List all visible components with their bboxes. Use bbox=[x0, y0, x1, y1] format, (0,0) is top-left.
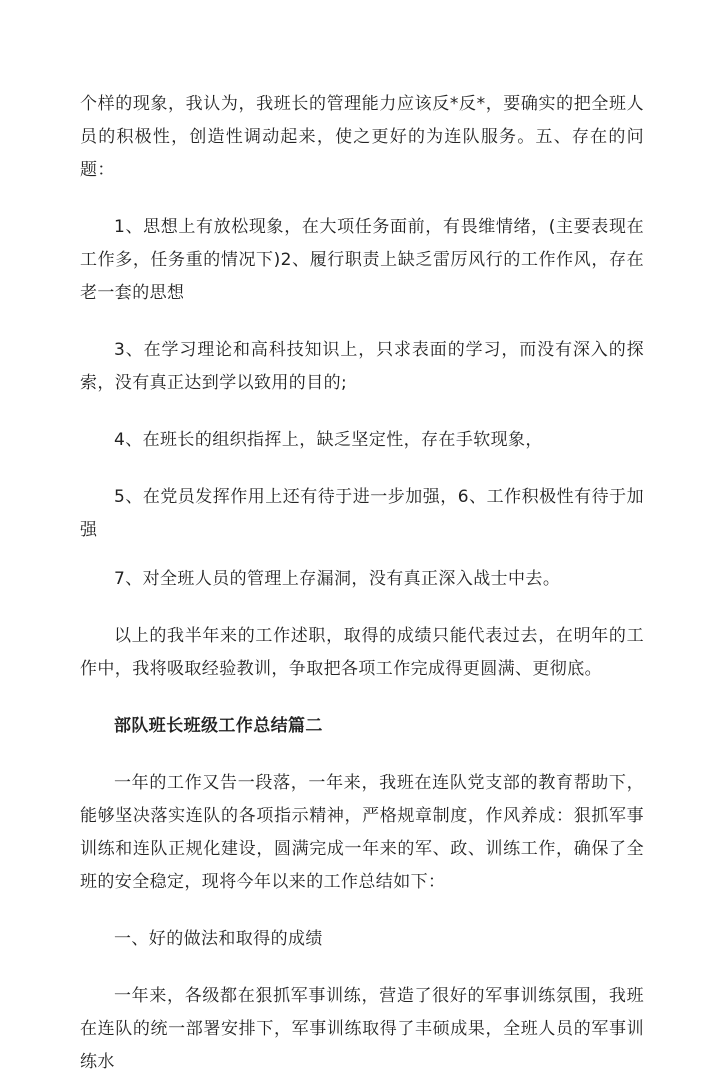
paragraph-problem-4: 4、在班长的组织指挥上，缺乏坚定性，存在手软现象， bbox=[114, 430, 543, 450]
section-heading: 部队班长班级工作总结篇二 bbox=[114, 716, 323, 736]
paragraph-problem-1-2: 1、思想上有放松现象，在大项任务面前，有畏维情绪，(主要表现在工作多，任务重的情况下)2、履行职责上缺乏雷厉风行的工作作风，存在老一套的思想 bbox=[80, 217, 644, 303]
paragraph-problem-5-6: 5、在党员发挥作用上还有待于进一步加强，6、工作积极性有待于加强 bbox=[80, 487, 644, 540]
paragraph-problem-3: 3、在学习理论和高科技知识上，只求表面的学习，而没有深入的探索，没有真正达到学以致用的目的; bbox=[80, 340, 644, 393]
paragraph-continuation: 个样的现象，我认为，我班长的管理能力应该反*反*，要确实的把全班人员的积极性，创造性调动起来，使之更好的为连队服务。五、存在的问题： bbox=[80, 94, 644, 180]
paragraph-conclusion: 以上的我半年来的工作述职，取得的成绩只能代表过去，在明年的工作中，我将吸取经验教训，争取把各项工作完成得更圆满、更彻底。 bbox=[80, 626, 644, 679]
paragraph-problem-7: 7、对全班人员的管理上存漏洞，没有真正深入战士中去。 bbox=[114, 569, 561, 589]
paragraph-achievements: 一年来，各级都在狠抓军事训练，营造了很好的军事训练氛围，我班在连队的统一部署安排下，军事训练取得了丰硕成果，全班人员的军事训练水 bbox=[80, 986, 644, 1072]
paragraph-intro: 一年的工作又告一段落，一年来，我班在连队党支部的教育帮助下，能够坚决落实连队的各项指示精神，严格规章制度，作风养成：狠抓军事训练和连队正规化建设，圆满完成一年来的军、政、训练工作，确保了全班的安全稳定，现将今年以来的工作总结如下： bbox=[80, 773, 644, 892]
subsection-heading: 一、好的做法和取得的成绩 bbox=[114, 929, 323, 949]
